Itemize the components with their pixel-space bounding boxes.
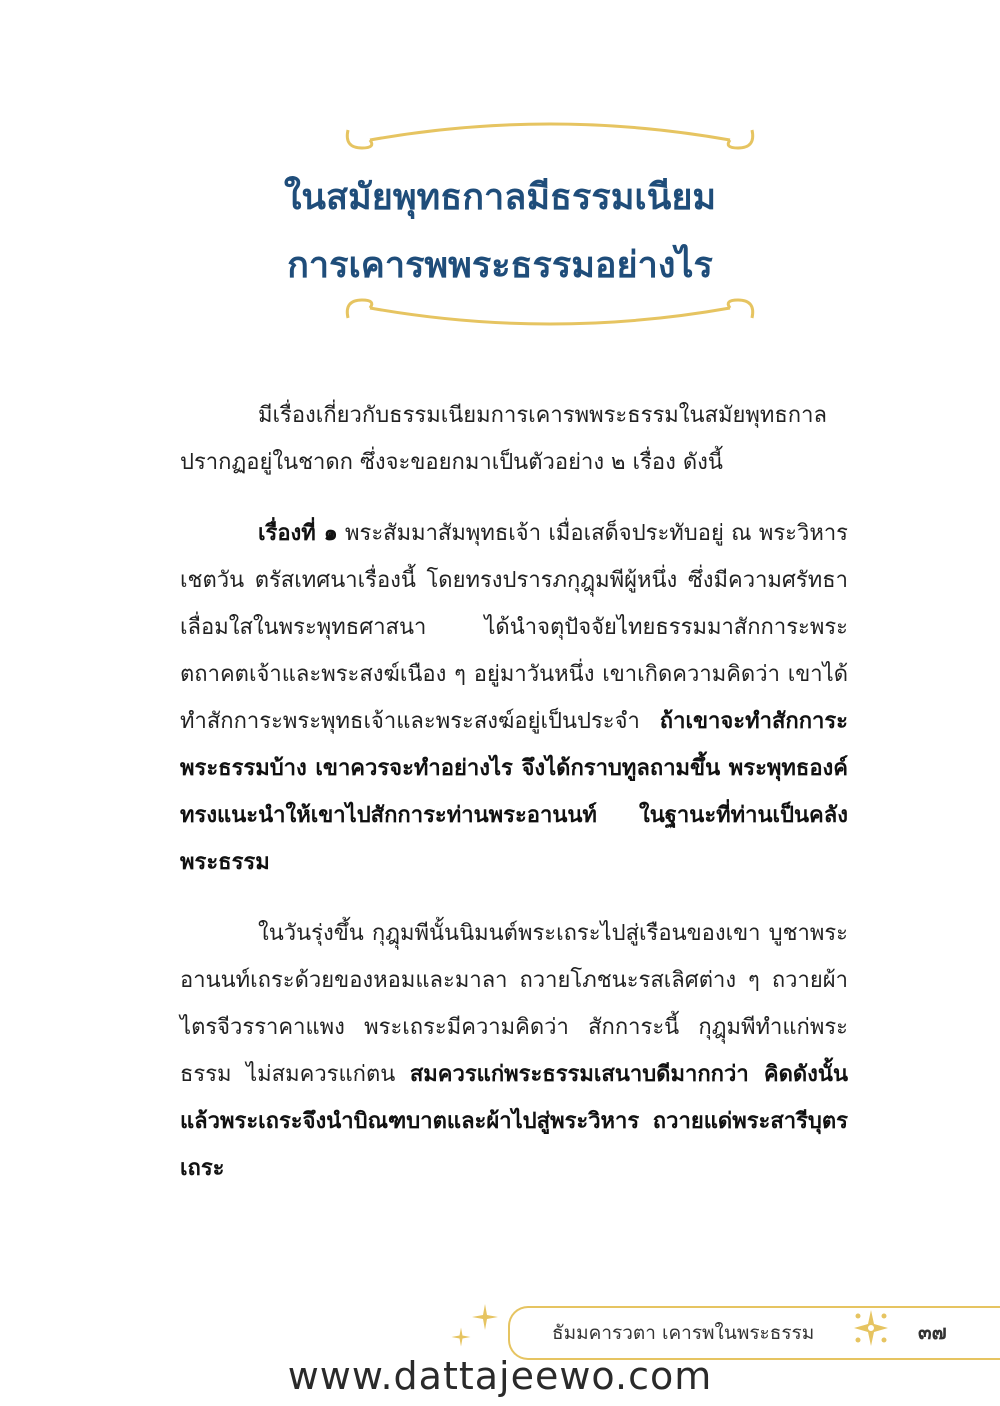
sparkle-icon <box>450 1326 472 1348</box>
website-url: www.dattajeewo.com <box>287 1354 713 1398</box>
flower-ornament-icon <box>846 1306 896 1350</box>
paragraph-intro: มีเรื่องเกี่ยวกับธรรมเนียมการเคารพพระธรรมในสมัยพุทธกาล ปรากฏอยู่ในชาดก ซึ่งจะขอยกมาเป็นตัวอย่าง ๒ เรื่อง ดังนี้ <box>180 403 827 475</box>
top-ornament <box>340 118 760 168</box>
sparkle-icon <box>470 1302 500 1332</box>
paragraph-story-1-continued <box>180 910 848 1192</box>
story-1-emphasis: ถ้าเขาจะทำสักการะพระธรรมบ้าง เขาควรจะทำอย่างไร จึงได้กราบทูลถามขึ้น พระพุทธองค์ทรงแนะนำให้เขาไปสักการะท่านพระอานนท์ ในฐานะที่ท่านเป็นคลังพระธรรม <box>180 709 848 875</box>
bottom-ornament <box>340 280 760 330</box>
article-body <box>180 392 848 1216</box>
footer-book-title: ธัมมคารวตา เคารพในพระธรรม <box>552 1322 815 1344</box>
story-1-continued-emphasis: สมควรแก่พระธรรมเสนาบดีมากกว่า คิดดังนั้นแล้วพระเถระจึงนำบิณฑบาตและผ้าไปสู่พระวิหาร ถวายแด่พระสารีบุตรเถระ <box>180 1062 848 1181</box>
title-line-1: ในสมัยพุทธกาลมีธรรมเนียม <box>283 177 717 218</box>
paragraph-story-1 <box>180 510 848 886</box>
story-1-continued-text: ในวันรุ่งขึ้น กุฎุมพีนั้นนิมนต์พระเถระไปสู่เรือนของเขา บูชาพระอานนท์เถระด้วยของหอมและมาลา ถวายโภชนะรสเลิศต่าง ๆ ถวายผ้าไตรจีวรราคาแพง พระเถระมีความคิดว่า สักการะนี้ กุฎุมพีทำแก่พระธรรม ไม่สมควรแก่ตน <box>180 921 848 1087</box>
story-1-text: พระสัมมาสัมพุทธเจ้า เมื่อเสด็จประทับอยู่ ณ พระวิหารเชตวัน ตรัสเทศนาเรื่องนี้ โดยทรงปรารภกุฎุมพีผู้หนึ่ง ซึ่งมีความศรัทธาเลื่อมใสในพระพุทธศาสนา ได้นำจตุปัจจัยไทยธรรมมาสักการะพระตถาคตเจ้าและพระสงฆ์เนือง ๆ อยู่มาวันหนึ่ง เขาเกิดความคิดว่า เขาได้ทำสักการะพระพุทธเจ้าและพระสงฆ์อยู่เป็นประจำ <box>180 521 848 734</box>
title-line-2: การเคารพพระธรรมอย่างไร <box>287 245 713 286</box>
story-1-heading: เรื่องที่ ๑ <box>258 521 338 546</box>
page-number: ๓๗ <box>918 1320 947 1344</box>
